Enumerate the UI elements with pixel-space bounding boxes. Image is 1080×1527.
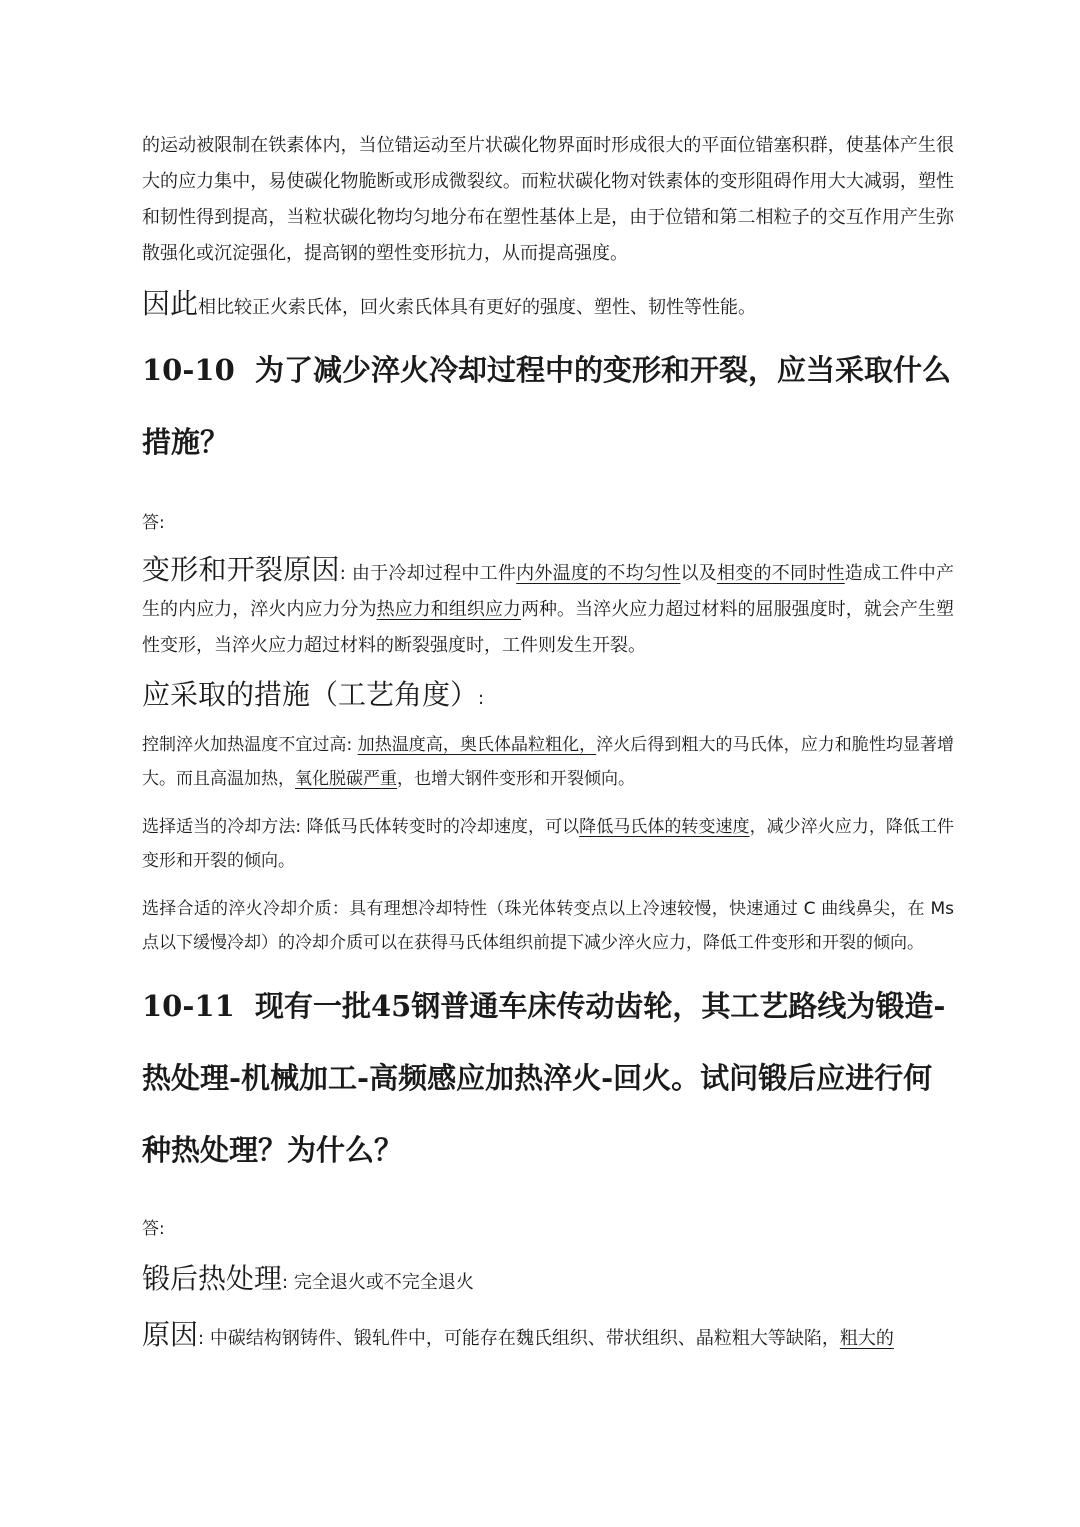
cause-colon: : — [339, 563, 346, 584]
measure-1-text-1: 控制淬火加热温度不宜过高: — [142, 735, 353, 755]
question-number: 10-10 — [142, 353, 235, 387]
measures-lead: 应采取的措施（工艺角度） — [142, 678, 479, 711]
cause-text-1: 由于冷却过程中工件 — [351, 563, 517, 584]
measure-1-underline-2: 氧化脱碳严重 — [295, 769, 397, 789]
reason-lead: 原因 — [142, 1318, 199, 1351]
measure-cooling-medium — [142, 892, 954, 960]
cause-text-3: 造成工件中产生的内应力，淬火内应力分为 — [142, 563, 955, 620]
answer-label: 答: — [142, 1219, 165, 1239]
cause-underline-2: 相变的不同时性 — [716, 563, 845, 584]
paragraph-carbide-strengthening — [142, 128, 954, 272]
measure-heating-temperature — [142, 728, 954, 796]
document-page — [142, 128, 954, 1362]
measure-3-text: 选择合适的淬火冷却介质：具有理想冷却特性（珠光体转变点以上冷速较慢，快速通过 C 曲线鼻尖，在 Ms 点以下缓慢冷却）的冷却介质可以在获得马氏体组织前提下减少淬火应力，降低工件变形和开裂的倾向。 — [142, 899, 954, 953]
reason-underline: 粗大的 — [839, 1328, 894, 1349]
cause-text-4: 两种。当淬火应力超过材料的屈服强度时，就会产生塑性变形，当淬火应力超过材料的断裂强度时，工件则发生开裂。 — [142, 599, 955, 656]
measure-cooling-method — [142, 810, 954, 878]
cause-lead: 变形和开裂原因 — [142, 553, 340, 586]
measures-heading — [142, 672, 954, 722]
question-title-pre: 现有一批 — [254, 989, 371, 1023]
reason-text: 中碳结构钢铸件、锻轧件中，可能存在魏氏组织、带状组织、晶粒粗大等缺陷， — [209, 1328, 840, 1349]
question-title-steel-grade: 45 — [370, 989, 412, 1023]
conclusion-text: 相比较正火索氏体，回火索氏体具有更好的强度、塑性、韧性等性能。 — [198, 297, 757, 318]
measure-1-text-3: ，也增大钢件变形和开裂倾向。 — [397, 769, 635, 789]
cause-underline-3: 热应力和组织应力 — [376, 599, 521, 620]
paragraph-deformation-cause — [142, 552, 954, 664]
reason-colon: : — [198, 1328, 205, 1349]
measure-2-text-2: ，减少淬火应力，降低工件变形和开裂的倾向。 — [142, 817, 955, 871]
cause-text-2: 以及 — [680, 563, 717, 584]
paragraph-text: 的运动被限制在铁素体内，当位错运动至片状碳化物界面时形成很大的平面位错塞积群，使基体产生很大的应力集中，易使碳化物脆断或形成微裂纹。而粒状碳化物对铁素体的变形阻碍作用大大减弱，塑性和韧性得到提高，当粒状碳化物均匀地分布在塑性基体上是，由于位错和第二相粒子的交互作用产生弥散强化或沉淀强化，提高钢的塑性变形抗力，从而提高强度。 — [142, 135, 954, 264]
question-title: 为了减少淬火冷却过程中的变形和开裂，应当采取什么措施？ — [142, 353, 951, 459]
measure-1-underline-1: 加热温度高，奥氏体晶粒粗化， — [357, 735, 597, 755]
heat-colon: : — [282, 1272, 289, 1293]
measure-1-text-2: 淬火后得到粗大的马氏体，应力和脆性均显著增大。而且高温加热， — [142, 735, 955, 789]
question-10-10-heading — [142, 334, 954, 478]
conclusion-lead: 因此 — [142, 287, 199, 320]
cause-underline-1: 内外温度的不均匀性 — [516, 563, 681, 584]
question-title-post: 钢普通车床传动齿轮，其工艺路线为锻造-热处理-机械加工-高频感应加热淬火-回火。试问锻后应进行何种热处理？为什么？ — [142, 989, 946, 1167]
heat-lead: 锻后热处理 — [142, 1262, 283, 1295]
heat-text: 完全退火或不完全退火 — [293, 1272, 474, 1293]
paragraph-reason — [142, 1312, 954, 1362]
question-10-11-heading — [142, 970, 954, 1186]
paragraph-conclusion — [142, 282, 954, 330]
question-number: 10-11 — [142, 989, 235, 1023]
measures-colon: : — [478, 688, 485, 709]
measure-2-underline-1: 降低马氏体的转变速度 — [579, 817, 750, 837]
measure-2-text-1: 选择适当的冷却方法: 降低马氏体转变时的冷却速度，可以 — [142, 817, 580, 837]
answer-label: 答: — [142, 513, 165, 533]
paragraph-heat-treatment — [142, 1256, 954, 1306]
